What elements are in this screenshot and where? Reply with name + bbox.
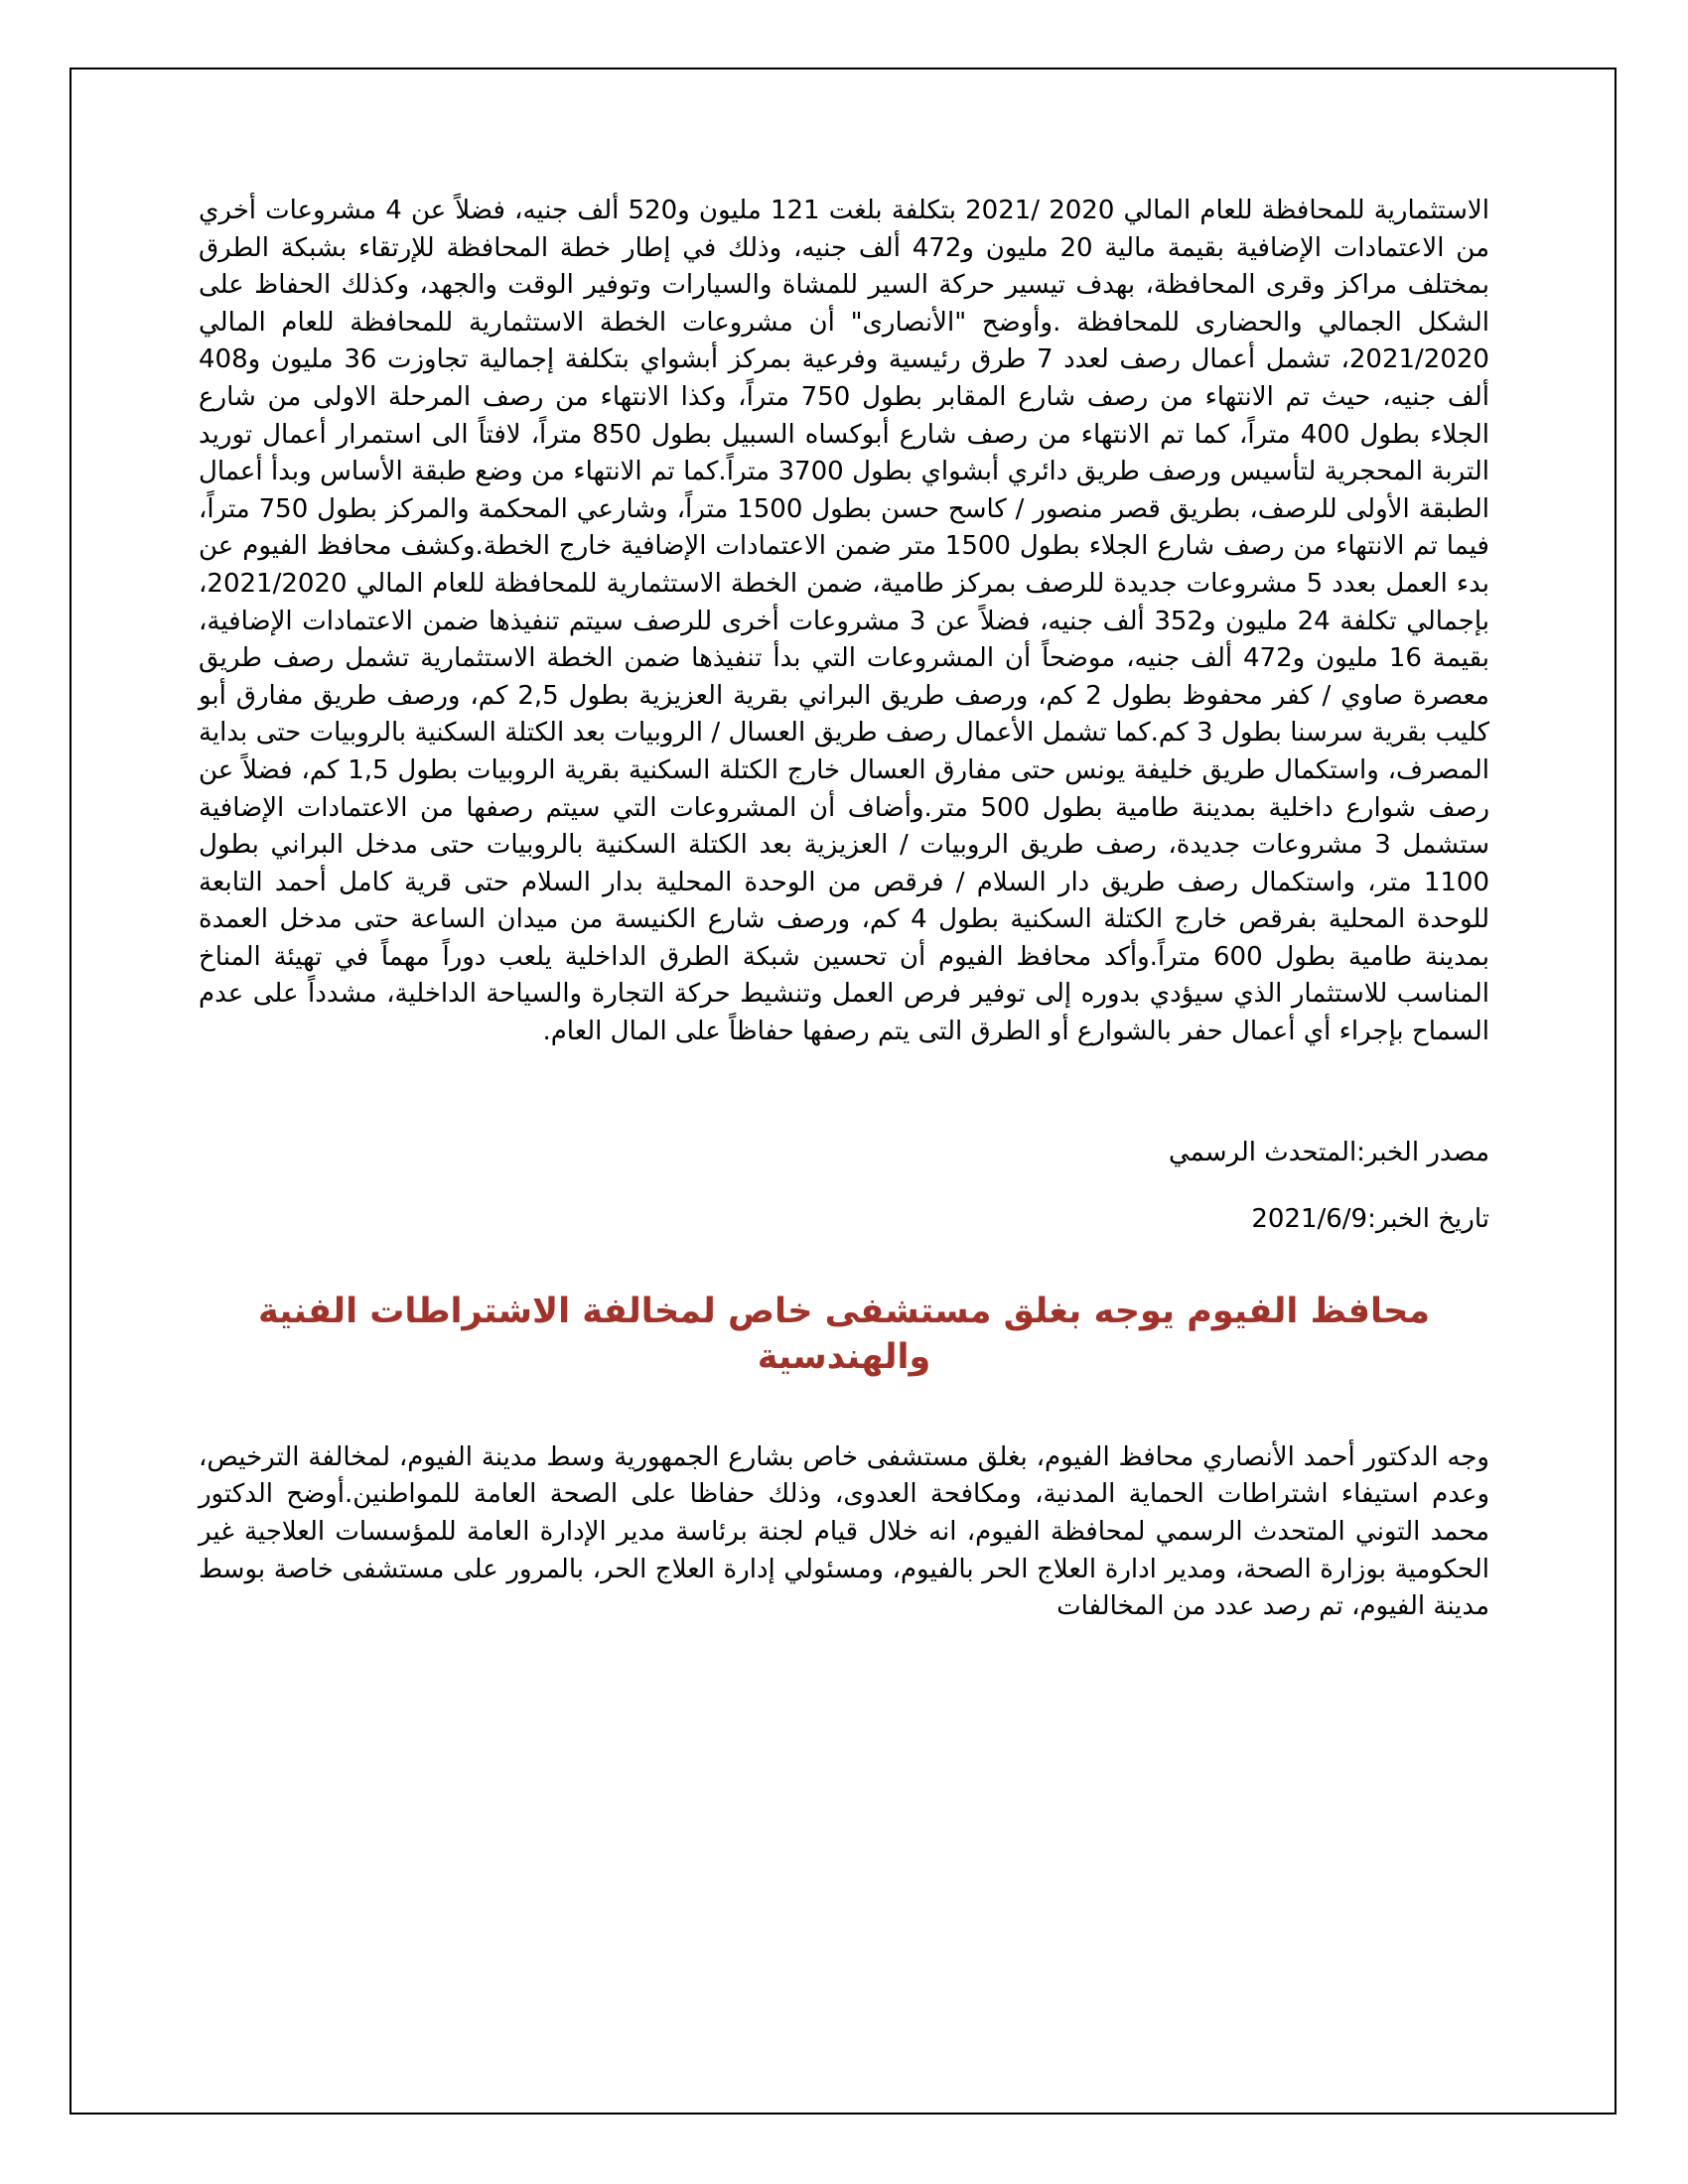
document-content (199, 193, 1489, 1626)
news-date: تاريخ الخبر:2021/6/9 (1251, 1204, 1489, 1235)
second-article-body-paragraph: وجه الدكتور أحمد الأنصاري محافظ الفيوم، بغلق مستشفى خاص بشارع الجمهورية وسط مدينة الفيوم، لمخالفة الترخيص، وعدم استيفاء اشتراطات الحماية المدنية، ومكافحة العدوى، وذلك حفاظا على الصحة العامة للمواطنين.أوضح الدكتور محمد التوني المتحدث الرسمي لمحافظة الفيوم، انه خلال قيام لجنة برئاسة مدير الإدارة العامة للمؤسسات العلاجية غير الحكومية بوزارة الصحة، ومدير ادارة العلاج الحر بالفيوم، ومسئولي إدارة العلاج الحر، بالمرور على مستشفى خاصة بوسط مدينة الفيوم، تم رصد عدد من المخالفات (199, 1441, 1489, 1622)
article-body-paragraph: الاستثمارية للمحافظة للعام المالي 2020 /2021 بتكلفة بلغت 121 مليون و520 ألف جنيه، فضلاً عن 4 مشروعات أخري من الاعتمادات الإضافية بقيمة مالية 20 مليون و472 ألف جنيه، وذلك في إطار خطة المحافظة للإرتقاء بشبكة الطرق بمختلف مراكز وقرى المحافظة، بهدف تيسير حركة السير للمشاة والسيارات وتوفير الوقت والجهد، وكذلك الحفاظ على الشكل الجمالي والحضارى للمحافظة .وأوضح "الأنصارى" أن مشروعات الخطة الاستثمارية للمحافظة للعام المالي 2021/2020، تشمل أعمال رصف لعدد 7 طرق رئيسية وفرعية بمركز أبشواي بتكلفة إجمالية تجاوزت 36 مليون و408 ألف جنيه، حيث تم الانتهاء من رصف شارع المقابر بطول 750 متراً، وكذا الانتهاء من رصف المرحلة الاولى من شارع الجلاء بطول 400 متراً، كما تم الانتهاء من رصف شارع أبوكساه السبيل بطول 850 متراً، لافتاً الى استمرار أعمال توريد التربة المحجرية لتأسيس ورصف طريق دائري أبشواي بطول 3700 متراً.كما تم الانتهاء من وضع طبقة الأساس وبدأ أعمال الطبقة الأولى للرصف، بطريق قصر منصور / كاسح حسن بطول 1500 متراً، وشارعي المحكمة والمركز بطول 750 متراً، فيما تم الانتهاء من رصف شارع الجلاء بطول 1500 متر ضمن الاعتمادات الإضافية خارج الخطة.وكشف محافظ الفيوم عن بدء العمل بعدد 5 مشروعات جديدة للرصف بمركز طامية، ضمن الخطة الاستثمارية للمحافظة للعام المالي 2021/2020، بإجمالي تكلفة 24 مليون و352 ألف جنيه، فضلاً عن 3 مشروعات أخرى للرصف سيتم تنفيذها ضمن الاعتمادات الإضافية، بقيمة 16 مليون و472 ألف جنيه، موضحاً أن المشروعات التي بدأ تنفيذها ضمن الخطة الاستثمارية تشمل رصف طريق معصرة صاوي / كفر محفوظ بطول 2 كم، ورصف طريق البراني بقرية العزيزية بطول 2,5 كم، ورصف طريق مفارق أبو كليب بقرية سرسنا بطول 3 كم.كما تشمل الأعمال رصف طريق العسال / الروبيات بعد الكتلة السكنية بالروبيات حتى بداية المصرف، واستكمال طريق خليفة يونس حتى مفارق العسال خارج الكتلة السكنية بقرية الروبيات بطول 1,5 كم، فضلاً عن رصف شوارع داخلية بمدينة طامية بطول 500 متر.وأضاف أن المشروعات التي سيتم رصفها من الاعتمادات الإضافية ستشمل 3 مشروعات جديدة، رصف طريق الروبيات / العزيزية بعد الكتلة السكنية بالروبيات حتى مدخل البراني بطول 1100 متر، واستكمال رصف طريق دار السلام / فرقص من الوحدة المحلية بدار السلام حتى قرية كامل أحمد التابعة للوحدة المحلية بفرقص خارج الكتلة السكنية بطول 4 كم، ورصف شارع الكنيسة من ميدان الساعة حتى مدخل العمدة بمدينة طامية بطول 600 متراً.وأكد محافظ الفيوم أن تحسين شبكة الطرق الداخلية يلعب دوراً مهماً في تهيئة المناخ المناسب للاستثمار الذي سيؤدي بدوره إلى توفير فرص العمل وتنشيط حركة التجارة والسياحة الداخلية، مشدداً على عدم السماح بإجراء أي أعمال حفر بالشوارع أو الطرق التى يتم رصفها حفاظاً على المال العام. (199, 196, 1490, 1047)
news-source: مصدر الخبر:المتحدث الرسمي (1169, 1137, 1489, 1167)
article-headline: محافظ الفيوم يوجه بغلق مستشفى خاص لمخالفة الاشتراطات الفنية والهندسية (257, 1291, 1431, 1377)
